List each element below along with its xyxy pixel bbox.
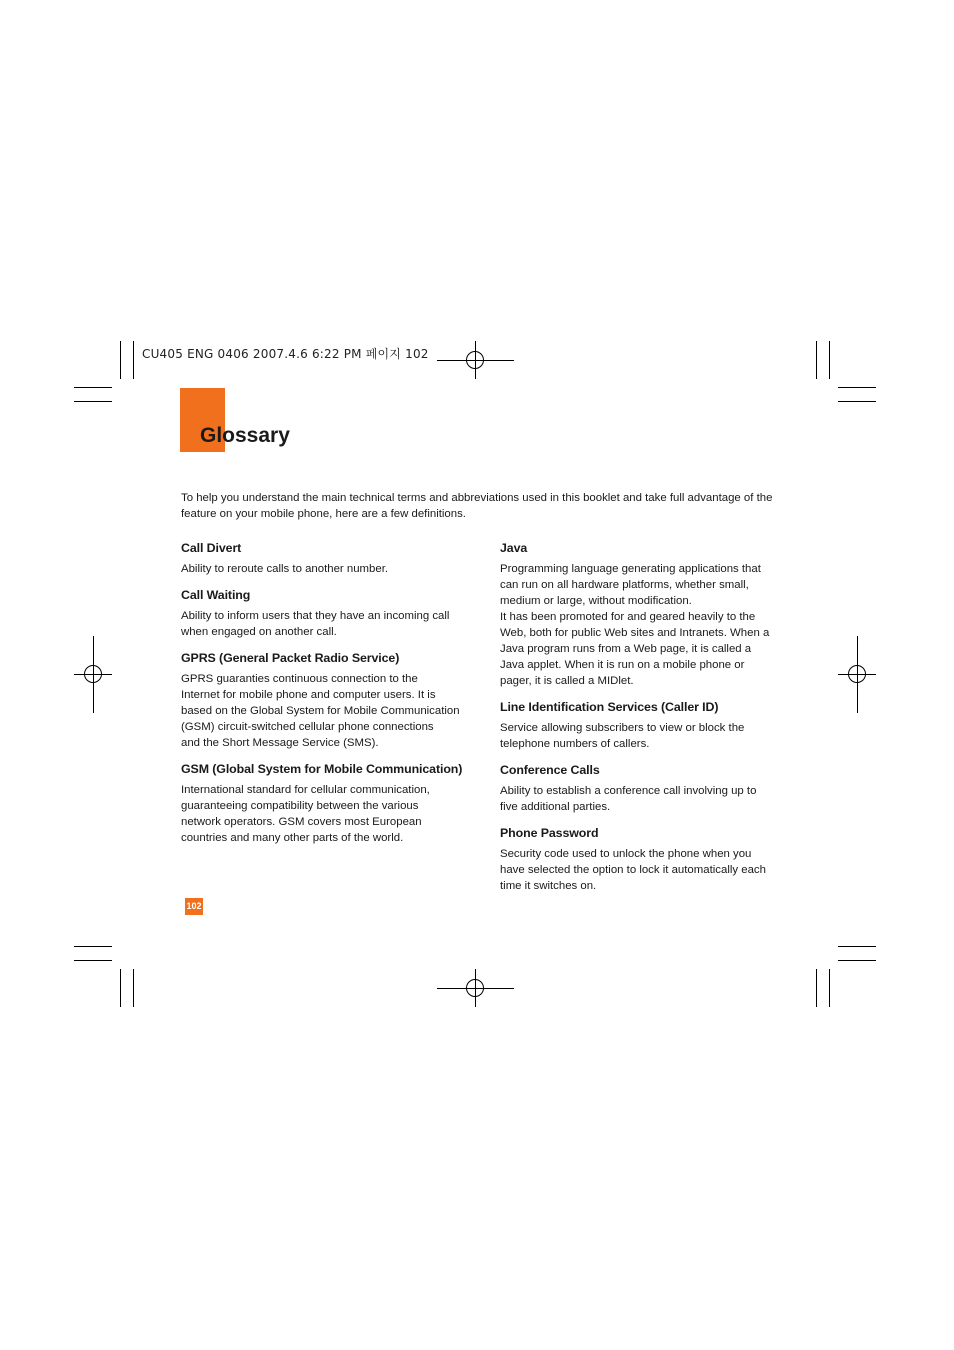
glossary-entry <box>181 650 471 751</box>
glossary-definition: Ability to inform users that they have an incoming call when engaged on another call. <box>181 610 450 638</box>
intro-paragraph: To help you understand the main technical terms and abbreviations used in this booklet and take full advantage of the feature on your mobile phone, here are a few definitions. <box>181 492 773 520</box>
glossary-definition: Service allowing subscribers to view or block the telephone numbers of callers. <box>500 722 745 750</box>
glossary-column-right <box>500 540 785 904</box>
glossary-term: Phone Password <box>500 826 599 840</box>
glossary-definition: Programming language generating applications that can run on all hardware platforms, whether small, medium or large, without modification. It has been promoted for and geared heavily to the Web, both for public Web sites and Intranets. When a Java program runs from a Web page, it is called a Java applet. When it is run on a mobile phone or pager, it is called a MIDlet. <box>500 563 770 687</box>
glossary-definition: International standard for cellular communication, guaranteeing compatibility between the various network operators. GSM covers most European countries and many other parts of the world. <box>181 784 430 844</box>
glossary-term: Call Divert <box>181 541 242 555</box>
glossary-definition: Ability to establish a conference call involving up to five additional parties. <box>500 785 757 813</box>
glossary-entry <box>500 699 785 752</box>
glossary-term: Java <box>500 541 528 555</box>
glossary-term: Call Waiting <box>181 588 251 602</box>
glossary-entry <box>500 762 785 815</box>
print-slug: CU405 ENG 0406 2007.4.6 6:22 PM 페이지 102 <box>142 347 429 361</box>
page-number-badge: 102 <box>185 898 203 915</box>
glossary-entry <box>500 540 785 689</box>
glossary-entry <box>500 825 785 894</box>
glossary-definition: Ability to reroute calls to another number. <box>181 563 389 575</box>
glossary-definition: GPRS guaranties continuous connection to the Internet for mobile phone and computer users. It is based on the Global System for Mobile Communication (GSM) circuit-switched cellular phone connections and the Short Message Service (SMS). <box>181 673 460 749</box>
page-title: Glossary <box>200 424 290 447</box>
glossary-entry <box>181 761 471 846</box>
glossary-column-left <box>181 540 471 856</box>
glossary-term: GPRS (General Packet Radio Service) <box>181 651 400 665</box>
glossary-term: Line Identification Services (Caller ID) <box>500 700 719 714</box>
glossary-entry <box>181 587 471 640</box>
glossary-term: GSM (Global System for Mobile Communication) <box>181 762 463 776</box>
glossary-definition: Security code used to unlock the phone when you have selected the option to lock it automatically each time it switches on. <box>500 848 766 892</box>
glossary-entry <box>181 540 471 577</box>
glossary-term: Conference Calls <box>500 763 600 777</box>
